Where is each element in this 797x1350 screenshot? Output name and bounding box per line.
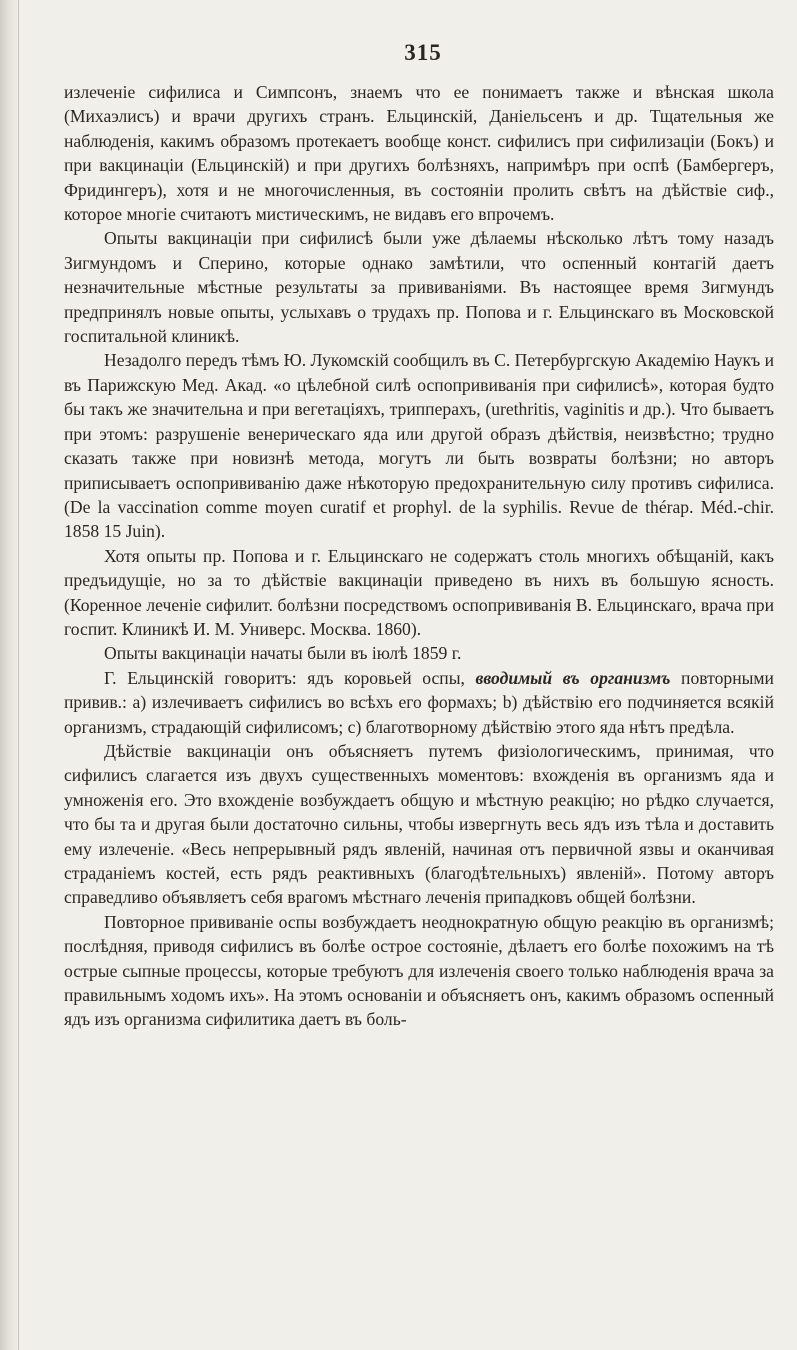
page-number: 315 <box>404 40 442 65</box>
paragraph-6-before: Г. Ельцинскій говоритъ: ядъ коровьей оспы, <box>104 667 476 688</box>
paragraph-7: Дѣйствіе вакцинаціи онъ объясняетъ путемъ физіологическимъ, принимая, что сифилисъ слагается изъ двухъ существенныхъ моментовъ: вхожденія въ организмъ яда и умноженія его. Это вхожденіе возбуждаетъ общую и мѣстную реакцію; но рѣдко случается, что бы та и другая были достаточно сильны, чтобы извергнуть весь ядъ изъ тѣла и доставить ему излеченіе. «Весь непрерывный рядъ явленій, начиная отъ первичной язвы и оканчивая страданіемъ костей, есть рядъ реактивныхъ (благодѣтельныхъ) явленій». Потому авторъ справедливо объявляетъ себя врагомъ мѣстнаго леченія припадковъ общей болѣзни. <box>64 740 774 908</box>
paragraph-4: Хотя опыты пр. Попова и г. Ельцинскаго не содержатъ столь многихъ обѣщаній, какъ предъидущіе, но за то дѣйствіе вакцинаціи приведено въ нихъ въ большую ясность. (Коренное леченіе сифилит. болѣзни посредствомъ оспопрививанія В. Ельцинскаго, врача при госпит. Клиникѣ И. М. Универс. Москва. 1860). <box>64 545 774 639</box>
paragraph-1: излеченіе сифилиса и Симпсонъ, знаемъ что ее понимаетъ также и вѣнская школа (Михаэлисъ) и врачи другихъ странъ. Ельцинскій, Даніельсенъ и др. Тщательныя же наблюденія, какимъ образомъ протекаетъ вообще конст. сифилисъ при сифилизаціи (Бокъ) и при вакцинаціи (Ельцинскій) и при другихъ болѣзняхъ, напримѣръ при оспѣ (Бамбергеръ, Фридингеръ), хотя и не многочисленныя, въ состояніи пролить свѣтъ на дѣйствіе сиф., которое многіе считаютъ мистическимъ, не видавъ его впрочемъ. <box>64 82 774 225</box>
book-spine-shadow <box>0 0 20 1350</box>
paragraph-6-after: повторными привив.: а) излечиваетъ сифилисъ во всѣхъ его формахъ; b) дѣйствію его подчиняется всякій организмъ, страдающій сифилисомъ; с) благотворному дѣйствію этого яда нѣтъ предѣла. <box>64 667 774 737</box>
paragraph-5: Опыты вакцинаціи начаты были въ іюлѣ 1859 г. <box>104 643 462 664</box>
paragraph-2: Опыты вакцинаціи при сифилисѣ были уже дѣлаемы нѣсколько лѣтъ тому назадъ Зигмундомъ и Сперино, которые однако замѣтили, что оспенный контагій даетъ незначительные мѣстные результаты за прививаніями. Въ настоящее время Зигмундъ предпринялъ новые опыты, услыхавъ о трудахъ пр. Попова и г. Ельцинскаго въ Московской госпитальной клиникѣ. <box>64 228 774 347</box>
paragraph-8: Повторное прививаніе оспы возбуждаетъ неоднократную общую реакцію въ организмѣ; послѣдняя, приводя сифилисъ въ болѣе острое состояніе, дѣлаетъ его болѣе похожимъ на тѣ острые сыпные процессы, которые требуютъ для излеченія своего только наблюденія врача за правильнымъ ходомъ ихъ». На этомъ основаніи и объясняетъ онъ, какимъ образомъ оспенный ядъ изъ организма сифилитика даетъ въ боль- <box>64 911 774 1030</box>
document-page <box>64 40 774 1032</box>
paragraph-6 <box>64 666 774 739</box>
paragraph-3: Незадолго передъ тѣмъ Ю. Лукомскій сообщилъ въ С. Петербургскую Академію Наукъ и въ Парижскую Мед. Акад. «о цѣлебной силѣ оспопрививанія при сифилисѣ», которая будто бы такъ же значительна и при вегетаціяхъ, трипперахъ, (urethritis, vaginitis и др.). Что бываетъ при этомъ: разрушеніе венерическаго яда или другой образъ дѣйствія, неизвѣстно; трудно сказать также при новизнѣ метода, могутъ ли быть возвраты болѣзни; но авторъ приписываетъ оспопрививанію даже нѣкоторую предохранительную силу противъ сифилиса. (De la vaccination comme moyen curatif et prophyl. de la syphilis. Revue de thérap. Méd.-chir. 1858 15 Juin). <box>64 350 774 542</box>
emphasized-phrase: вводимый въ организмъ <box>475 667 671 688</box>
gutter-line <box>18 0 19 1350</box>
